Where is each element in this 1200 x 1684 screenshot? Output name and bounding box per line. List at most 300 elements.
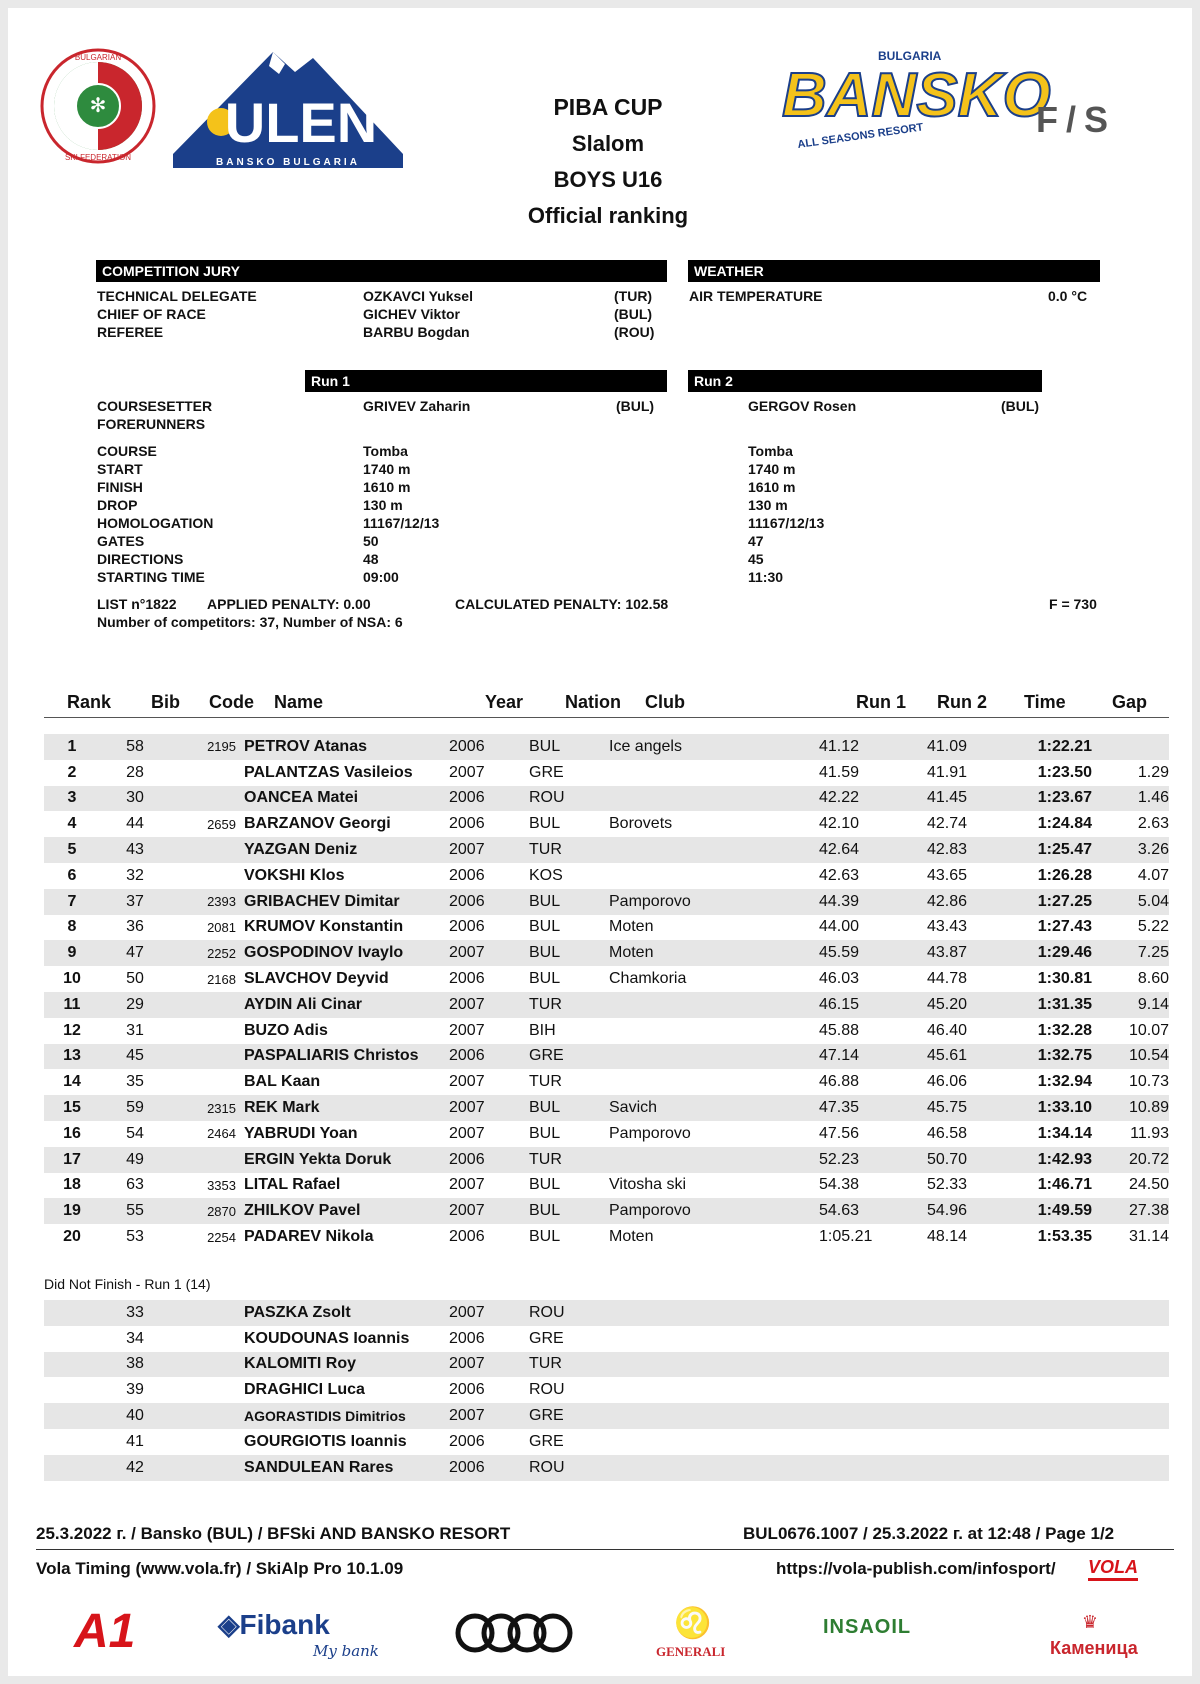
result-rank: 7 [44,889,100,915]
result-name: GOSPODINOV Ivaylo [244,940,449,966]
run2-bar: Run 2 [688,370,1042,392]
result-run2: 41.09 [927,734,1008,760]
result-name: VOKSHI Klos [244,866,345,884]
result-time: 1:32.94 [1037,1073,1092,1091]
result-rank: 11 [44,992,100,1018]
result-time: 1:30.81 [1037,970,1092,988]
dnf-empty-cell [1092,1352,1169,1378]
run1-setter: GRIVEV Zaharin [363,398,471,414]
result-club: Pamporovo [609,889,819,915]
result-club: Pamporovo [609,1198,819,1224]
result-name: BARZANOV Georgi [244,815,391,833]
result-nation: BUL [529,970,561,988]
result-nation: BUL [529,1198,609,1224]
result-club [609,786,819,812]
dnf-empty-cell [170,1352,244,1378]
run2-course-value: 1610 m [748,479,796,495]
result-run2: 41.91 [926,763,968,781]
dnf-name: DRAGHICI Luca [244,1381,365,1399]
result-bib: 44 [126,815,144,833]
col-code: Code [209,692,254,712]
dnf-row [44,1403,1169,1429]
jury-nation-3: (ROU) [614,324,655,340]
result-rank: 1 [44,734,100,760]
result-gap: 5.04 [1092,889,1169,915]
result-club [609,760,819,786]
result-code [170,992,244,1018]
result-row [44,811,1169,837]
result-club: Borovets [609,815,673,833]
col-nation: Nation [565,692,621,712]
col-run1: Run 1 [856,692,907,712]
dnf-empty-cell [914,1455,1009,1481]
result-time: 1:31.35 [1008,992,1092,1018]
run1-course-value: 1610 m [363,479,411,495]
applied-penalty: APPLIED PENALTY: 0.00 [207,596,371,612]
course-label: COURSE [97,443,157,459]
run2-course-value: Tomba [748,443,793,459]
course-label: HOMOLOGATION [97,515,214,531]
result-name: SLAVCHOV Deyvid [244,970,389,988]
result-run1: 46.88 [819,1073,860,1091]
dnf-nation: GRE [529,1403,609,1429]
result-run2: 48.14 [926,1228,968,1246]
fis-text: F/S [1036,99,1117,140]
dnf-empty-cell [170,1455,244,1481]
dnf-nation: GRE [529,1329,564,1347]
dnf-bib: 41 [126,1432,144,1450]
dnf-year: 2006 [449,1455,529,1481]
dnf-name: AGORASTIDIS Dimitrios [244,1403,449,1429]
dnf-year: 2006 [449,1381,485,1399]
result-name: BAL Kaan [244,1073,321,1091]
jury-role-2: CHIEF OF RACE [97,306,206,322]
result-name: YAZGAN Deniz [244,837,449,863]
dnf-name: GOURGIOTIS Ioannis [244,1432,407,1450]
fibank-logo [218,1608,330,1641]
run1-bar: Run 1 [305,370,667,392]
competitors-count: Number of competitors: 37, Number of NSA: 6 [97,614,403,630]
result-bib: 47 [100,940,170,966]
result-year: 2007 [449,1198,529,1224]
result-code [170,863,244,889]
dnf-nation: ROU [529,1300,609,1326]
result-run2: 54.96 [927,1198,1008,1224]
result-code [170,837,244,863]
bansko-sub-text: ALL SEASONS RESORT [796,121,925,151]
result-code: 2870 [170,1198,244,1224]
dnf-empty-cell [1092,1429,1169,1455]
result-run1: 42.63 [819,866,860,884]
dnf-name: KALOMITI Roy [244,1352,449,1378]
fibank-tagline: My bank [313,1642,379,1660]
result-year: 2006 [449,786,529,812]
dnf-empty-cell [170,1377,244,1403]
svg-text:✻: ✻ [89,95,107,117]
result-gap: 10.07 [1128,1021,1169,1039]
weather-section-bar: WEATHER [688,260,1100,282]
result-name: AYDIN Ali Cinar [244,992,449,1018]
result-run2: 43.87 [927,940,1008,966]
forerunners-label: FORERUNNERS [97,416,206,432]
result-run1: 45.88 [819,1021,860,1039]
result-run1: 41.12 [819,734,927,760]
dnf-empty-cell [914,1377,1009,1403]
result-name: PASPALIARIS Christos [244,1044,449,1070]
result-run1: 41.59 [819,763,860,781]
result-run2: 46.06 [926,1073,968,1091]
coursesetter-label: COURSESETTER [97,398,213,414]
dnf-empty-cell [44,1300,100,1326]
result-bib: 43 [100,837,170,863]
result-bib: 32 [126,866,144,884]
dnf-nation: ROU [529,1381,565,1399]
result-row [44,1147,1169,1173]
result-club [609,1018,819,1044]
dnf-empty-cell [170,1403,244,1429]
result-year: 2007 [449,1124,485,1142]
result-code: 2081 [207,919,236,935]
result-nation: BIH [529,1021,556,1039]
dnf-empty-cell [44,1403,100,1429]
result-rank: 10 [63,970,81,988]
result-time: 1:42.93 [1008,1147,1092,1173]
footer-left-1: 25.3.2022 г. / Bansko (BUL) / BFSki AND BANSKO RESORT [36,1524,511,1543]
dnf-bib: 34 [126,1329,144,1347]
f-value: F = 730 [1049,596,1097,612]
result-nation: BUL [529,889,609,915]
result-bib: 29 [100,992,170,1018]
dnf-row [44,1377,1169,1403]
result-row [44,915,1169,941]
result-row [44,837,1169,863]
result-gap: 27.38 [1092,1198,1169,1224]
result-gap: 10.89 [1092,1095,1169,1121]
result-gap: 7.25 [1092,940,1169,966]
result-nation: BUL [529,1124,561,1142]
result-time: 1:27.25 [1008,889,1092,915]
result-gap: 1.29 [1137,763,1169,781]
dnf-empty-cell [1092,1403,1169,1429]
dnf-row [44,1326,1169,1352]
result-rank: 8 [67,918,77,936]
generali-lion-icon: ♌ [674,1607,712,1640]
result-row [44,786,1169,812]
result-nation: TUR [529,992,609,1018]
dnf-empty-cell [609,1403,819,1429]
result-nation: BUL [529,1228,561,1246]
result-gap: 10.54 [1092,1044,1169,1070]
dnf-empty-cell [170,1300,244,1326]
result-code [170,1069,244,1095]
dnf-empty-cell [609,1352,819,1378]
result-code: 2393 [170,889,244,915]
generali-logo: GENERALI [656,1644,726,1659]
jury-section-bar: COMPETITION JURY [96,260,667,282]
dnf-empty-cell [1008,1300,1092,1326]
dnf-empty-cell [1092,1300,1169,1326]
result-code: 3353 [207,1177,236,1193]
result-time: 1:34.14 [1037,1124,1092,1142]
course-label: GATES [97,533,145,549]
result-time: 1:23.67 [1008,786,1092,812]
dnf-empty-cell [1008,1377,1092,1403]
col-bib: Bib [151,692,180,712]
result-bib: 54 [126,1124,144,1142]
result-nation: GRE [529,1044,609,1070]
result-year: 2006 [449,1228,485,1246]
result-run2: 42.83 [927,837,1008,863]
result-gap: 8.60 [1137,970,1169,988]
run2-course-value: 11167/12/13 [748,515,825,531]
result-club [609,1069,819,1095]
result-time: 1:33.10 [1008,1095,1092,1121]
run1-course-value: Tomba [363,443,408,459]
result-time: 1:26.28 [1037,866,1092,884]
ulen-text: ULEN [224,91,378,154]
run1-course-value: 130 m [363,497,403,513]
result-run1: 47.56 [819,1124,860,1142]
result-code [170,1147,244,1173]
run1-course-value: 11167/12/13 [363,515,440,531]
run1-course-value: 48 [363,551,379,567]
result-rank: 9 [44,940,100,966]
result-club: Pamporovo [609,1124,691,1142]
dnf-empty-cell [819,1403,914,1429]
col-gap: Gap [1112,692,1148,712]
result-run1: 46.03 [819,970,860,988]
dnf-empty-cell [819,1352,914,1378]
result-nation: BUL [529,1176,561,1194]
col-name: Name [274,692,324,712]
result-row [44,940,1169,966]
result-run1: 1:05.21 [819,1228,873,1246]
dnf-empty-cell [170,1326,244,1352]
result-year: 2007 [449,1176,485,1194]
result-bib: 30 [100,786,170,812]
dnf-empty-cell [609,1455,819,1481]
result-club [609,1044,819,1070]
result-nation: BUL [529,1095,609,1121]
a1-logo: A1 [74,1605,136,1658]
result-rank: 5 [44,837,100,863]
dnf-bib: 40 [100,1403,170,1429]
ulen-subtext: BANSKO BULGARIA [216,157,360,168]
result-nation: KOS [529,866,563,884]
bsf-top-text: BULGARIAN [74,53,122,62]
result-run2: 42.74 [926,815,968,833]
result-time: 1:22.21 [1008,734,1092,760]
run2-course-value: 47 [748,533,764,549]
dnf-nation: TUR [529,1352,609,1378]
four-rings-logo [453,1611,573,1655]
result-rank: 13 [44,1044,100,1070]
result-run1: 42.64 [819,837,927,863]
result-code: 2254 [207,1229,236,1245]
dnf-empty-cell [1092,1455,1169,1481]
result-gap: 10.73 [1128,1073,1169,1091]
result-nation: BUL [529,815,561,833]
result-gap: 3.26 [1092,837,1169,863]
dnf-bib: 42 [100,1455,170,1481]
jury-nation-2: (BUL) [614,306,653,322]
footer-left-2: Vola Timing (www.vola.fr) / SkiAlp Pro 10.1.09 [36,1559,404,1578]
result-gap [1092,734,1169,760]
result-rank: 6 [67,866,77,884]
result-bib: 37 [100,889,170,915]
list-number: LIST n°1822 [97,596,177,612]
category-title: BOYS U16 [553,167,663,192]
result-rank: 17 [44,1147,100,1173]
result-club: Moten [609,918,654,936]
result-gap: 5.22 [1137,918,1169,936]
bansko-fis-logo [778,44,1178,164]
jury-role-3: REFEREE [97,324,164,340]
dnf-empty-cell [1008,1455,1092,1481]
course-label: FINISH [97,479,143,495]
doc-type-title: Official ranking [527,203,689,228]
run2-course-value: 1740 m [748,461,796,477]
dnf-empty-cell [44,1326,100,1352]
result-code: 2168 [207,971,236,987]
dnf-empty-cell [609,1429,819,1455]
dnf-name: SANDULEAN Rares [244,1455,449,1481]
result-nation: BUL [529,734,609,760]
col-year: Year [485,692,524,712]
result-time: 1:27.43 [1037,918,1092,936]
result-row [44,1198,1169,1224]
result-year: 2006 [449,1044,529,1070]
result-row [44,1018,1169,1044]
result-bib: 63 [126,1176,144,1194]
dnf-row [44,1429,1169,1455]
result-club [609,863,819,889]
result-nation: BUL [529,940,609,966]
dnf-year: 2007 [449,1352,529,1378]
result-time: 1:24.84 [1037,815,1092,833]
dnf-empty-cell [44,1352,100,1378]
result-name: PADAREV Nikola [244,1228,374,1246]
dnf-empty-cell [819,1377,914,1403]
result-row [44,1173,1169,1199]
result-year: 2007 [449,763,485,781]
dnf-bib: 39 [126,1381,144,1399]
col-rank: Rank [67,692,112,712]
result-nation: TUR [529,1147,609,1173]
dnf-row [44,1455,1169,1481]
result-row [44,1044,1169,1070]
dnf-bib: 33 [100,1300,170,1326]
result-name: ZHILKOV Pavel [244,1198,449,1224]
dnf-empty-cell [44,1429,100,1455]
run1-course-value: 50 [363,533,379,549]
result-club [609,992,819,1018]
result-name: YABRUDI Yoan [244,1124,358,1142]
dnf-empty-cell [609,1326,819,1352]
course-label: DIRECTIONS [97,551,184,567]
jury-nation-1: (TUR) [614,288,653,304]
result-bib: 55 [100,1198,170,1224]
fibank-text: Fibank [239,1609,330,1640]
result-row [44,992,1169,1018]
dnf-nation: ROU [529,1455,609,1481]
col-time: Time [1024,692,1066,712]
run2-setter-nation: (BUL) [1001,398,1040,414]
result-run1: 44.39 [819,889,927,915]
result-run1: 44.00 [819,918,860,936]
dnf-name: PASZKA Zsolt [244,1300,449,1326]
result-row [44,966,1169,992]
dnf-empty-cell [819,1326,914,1352]
result-bib: 50 [126,970,144,988]
vola-logo: VOLA [1088,1557,1138,1581]
result-year: 2007 [449,1073,485,1091]
result-year: 2007 [449,1095,529,1121]
result-gap: 4.07 [1137,866,1169,884]
result-rank: 4 [67,815,77,833]
dnf-empty-cell [819,1300,914,1326]
result-club [609,837,819,863]
bulgarian-ski-federation-logo [38,46,158,166]
dnf-name: KOUDOUNAS Ioannis [244,1329,410,1347]
dnf-empty-cell [44,1455,100,1481]
result-row [44,1095,1169,1121]
result-bib: 49 [100,1147,170,1173]
result-name: PALANTZAS Vasileios [244,763,413,781]
dnf-empty-cell [1008,1403,1092,1429]
result-bib: 53 [126,1228,144,1246]
dnf-row [44,1300,1169,1326]
result-gap: 11.93 [1130,1124,1169,1142]
result-bib: 59 [100,1095,170,1121]
dnf-title: Did Not Finish - Run 1 (14) [44,1276,211,1292]
kamenitza-crest-icon: ♛ [1081,1612,1099,1632]
result-rank: 19 [44,1198,100,1224]
result-time: 1:29.46 [1008,940,1092,966]
dnf-empty-cell [914,1326,1009,1352]
bansko-text: BANSKO [782,61,1051,130]
result-club: Vitosha ski [609,1176,687,1194]
result-club: Moten [609,1228,654,1246]
result-name: ERGIN Yekta Doruk [244,1147,449,1173]
bansko-top-text: BULGARIA [878,49,942,63]
dnf-empty-cell [914,1352,1009,1378]
result-code [170,786,244,812]
result-nation: BUL [529,918,561,936]
result-row [44,1121,1169,1147]
jury-role-1: TECHNICAL DELEGATE [97,288,257,304]
result-rank: 20 [63,1228,81,1246]
calculated-penalty: CALCULATED PENALTY: 102.58 [455,596,669,612]
result-bib: 28 [126,763,144,781]
result-time: 1:46.71 [1037,1176,1092,1194]
result-run1: 46.15 [819,992,927,1018]
dnf-nation: GRE [529,1432,564,1450]
result-year: 2006 [449,1147,529,1173]
result-time: 1:53.35 [1037,1228,1092,1246]
result-code [170,1044,244,1070]
dnf-row [44,1352,1169,1378]
result-club: Ice angels [609,734,819,760]
result-code: 2252 [170,940,244,966]
result-run2: 45.75 [927,1095,1008,1121]
event-title: PIBA CUP [553,94,663,120]
result-run1: 54.63 [819,1198,927,1224]
result-code [170,1018,244,1044]
result-run2: 42.86 [927,889,1008,915]
dnf-empty-cell [1008,1352,1092,1378]
result-year: 2007 [449,992,529,1018]
